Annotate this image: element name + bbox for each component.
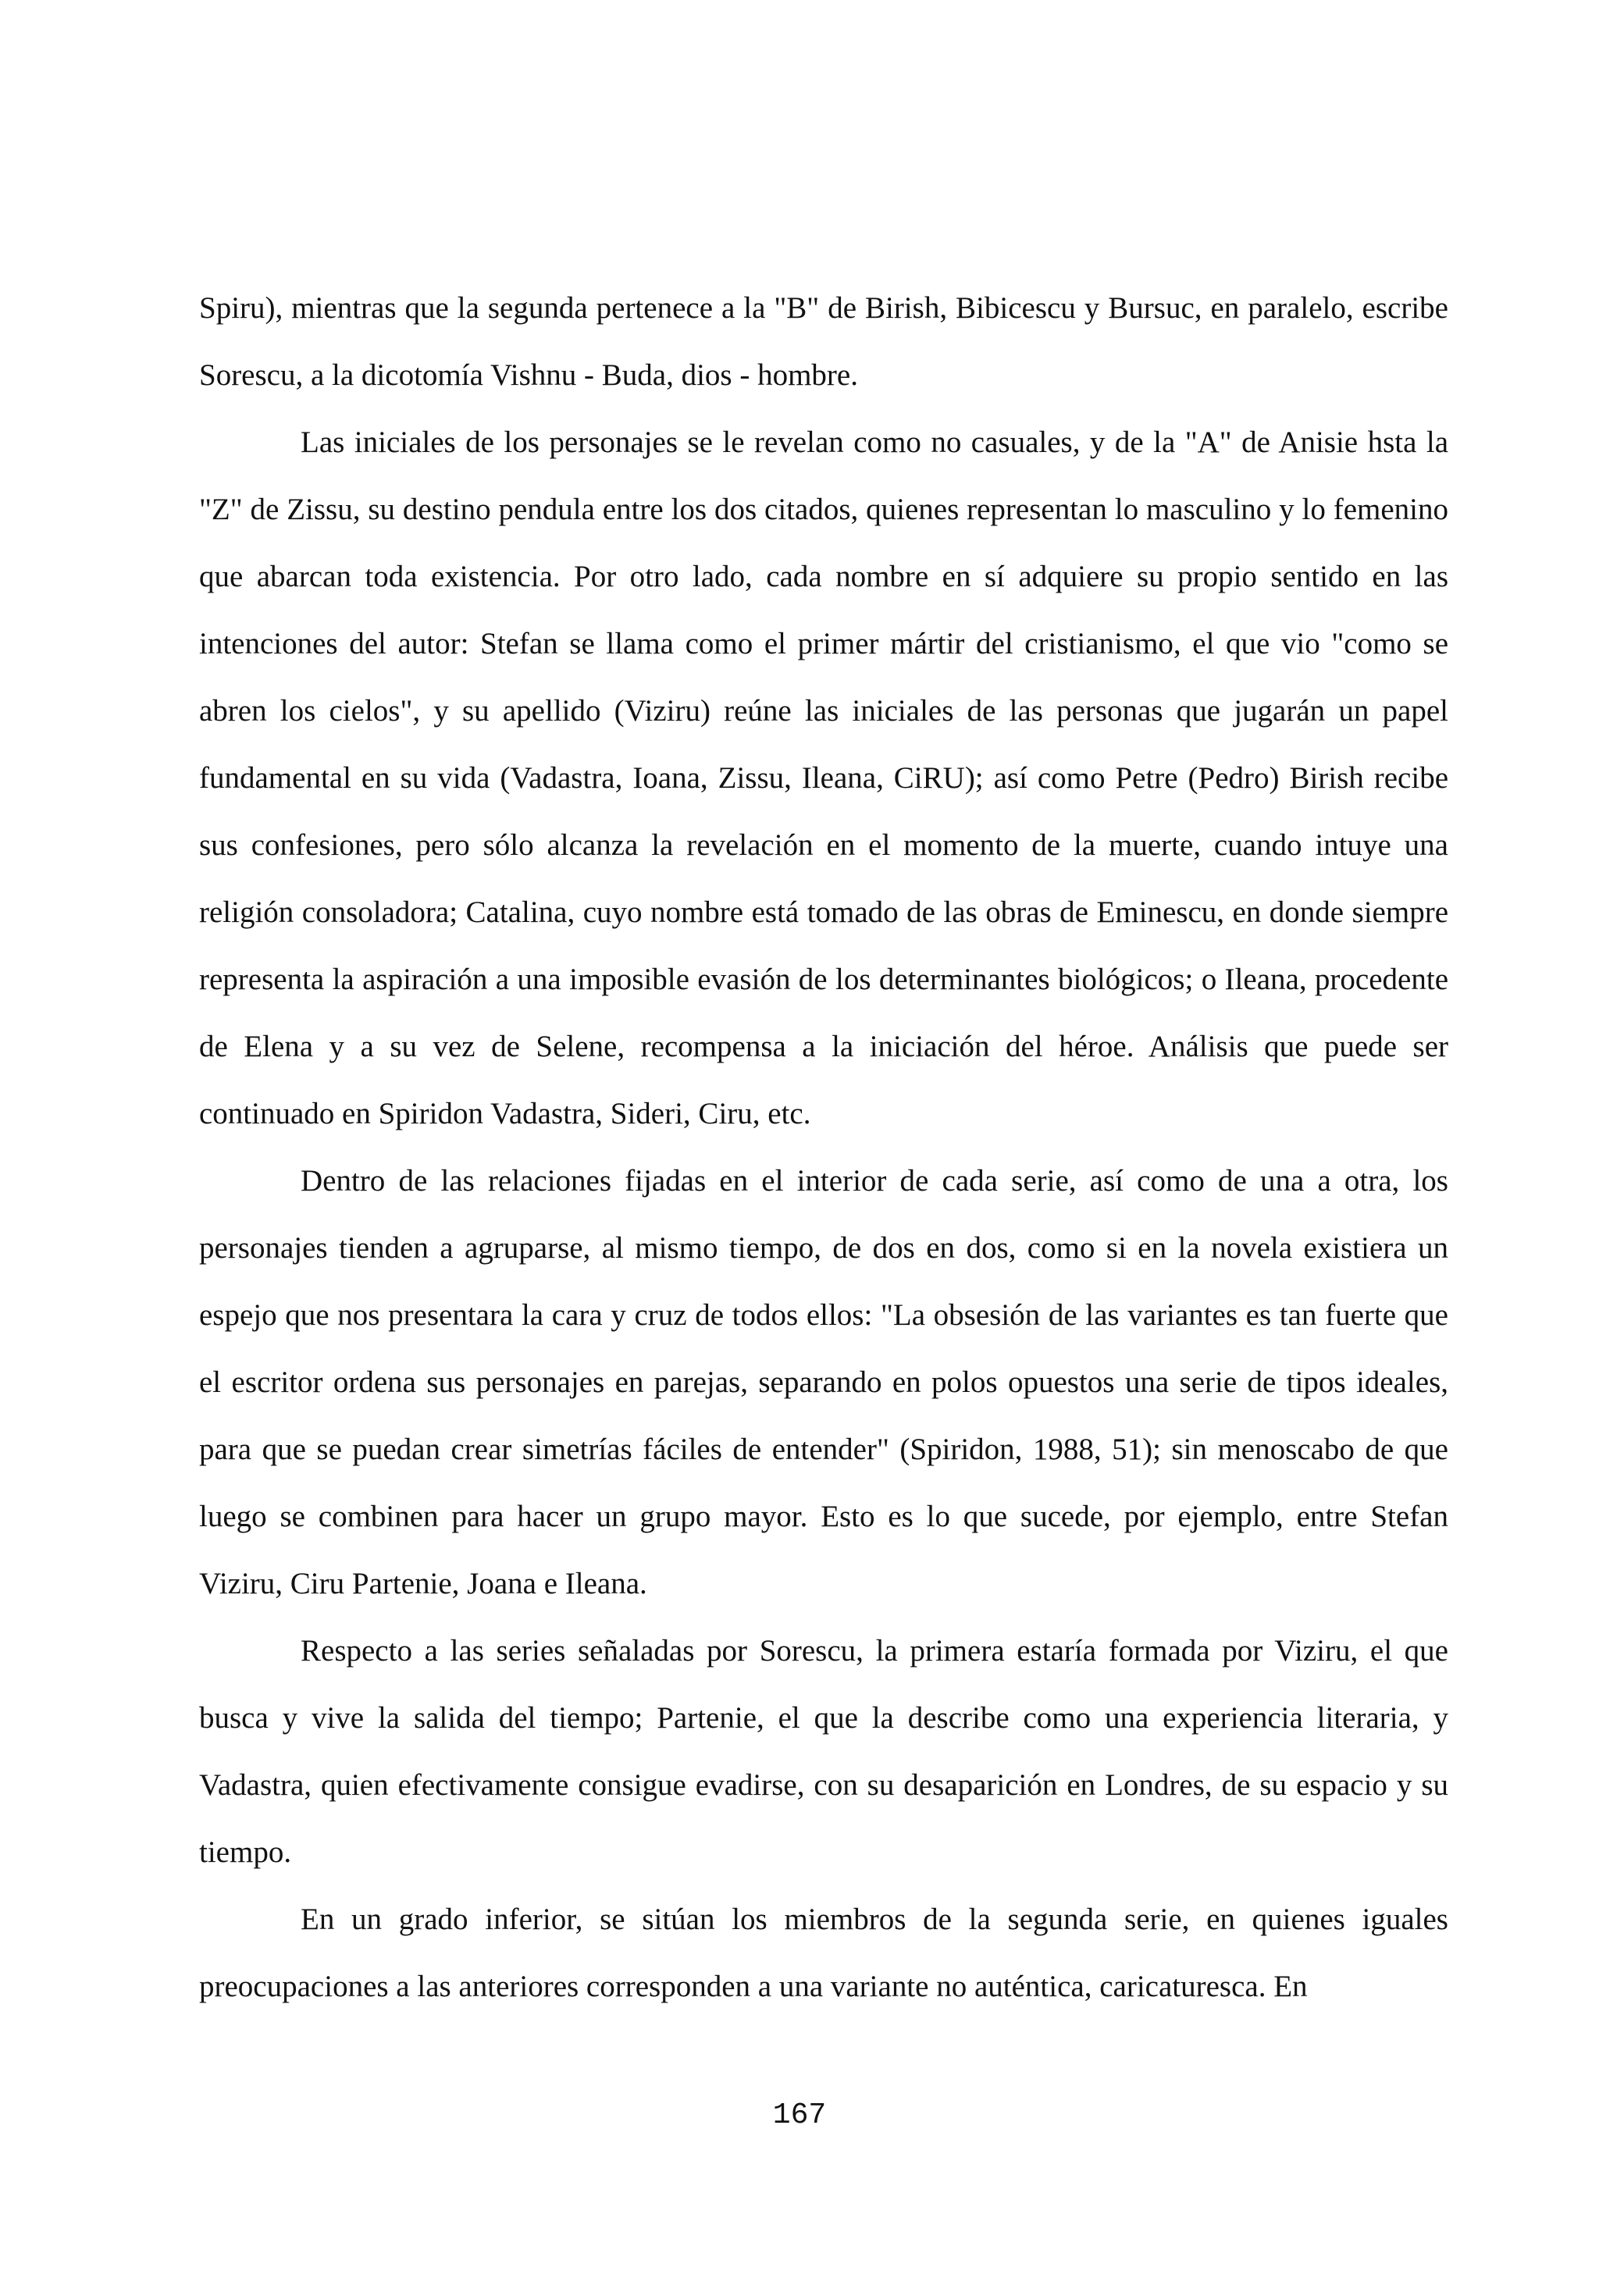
page-number: 167 xyxy=(772,2098,827,2132)
paragraph-4: Respecto a las series señaladas por Sorescu, la primera estaría formada por Viziru, el que busca y vive la salida del tiempo; Partenie, el que la describe como una experiencia literaria, y Vadastra, quien efectivamente consigue evadirse, con su desaparición en Londres, de su espacio y su tiempo. xyxy=(199,1634,1448,1869)
paragraph-3: Dentro de las relaciones fijadas en el interior de cada serie, así como de una a otra, los personajes tienden a agruparse, al mismo tiempo, de dos en dos, como si en la novela existiera un espejo que nos presentara la cara y cruz de todos ellos: "La obsesión de las variantes es tan fuerte que el escritor ordena sus personajes en parejas, separando en polos opuestos una serie de tipos ideales, para que se puedan crear simetrías fáciles de entender" (Spiridon, 1988, 51); sin menoscabo de que luego se combinen para hacer un grupo mayor. Esto es lo que sucede, por ejemplo, entre Stefan Viziru, Ciru Partenie, Joana e Ileana. xyxy=(199,1164,1448,1600)
page-body xyxy=(199,275,1448,2020)
paragraph-2: Las iniciales de los personajes se le revelan como no casuales, y de la "A" de Anisie hsta la "Z" de Zissu, su destino pendula entre los dos citados, quienes representan lo masculino y lo femenino que abarcan toda existencia. Por otro lado, cada nombre en sí adquiere su propio sentido en las intenciones del autor: Stefan se llama como el primer mártir del cristianismo, el que vio "como se abren los cielos", y su apellido (Viziru) reúne las iniciales de las personas que jugarán un papel fundamental en su vida (Vadastra, Ioana, Zissu, Ileana, CiRU); así como Petre (Pedro) Birish recibe sus confesiones, pero sólo alcanza la revelación en el momento de la muerte, cuando intuye una religión consoladora; Catalina, cuyo nombre está tomado de las obras de Eminescu, en donde siempre representa la aspiración a una imposible evasión de los determinantes biológicos; o Ileana, procedente de Elena y a su vez de Selene, recompensa a la iniciación del héroe. Análisis que puede ser continuado en Spiridon Vadastra, Sideri, Ciru, etc. xyxy=(199,425,1448,1130)
paragraph-1: Spiru), mientras que la segunda pertenece a la "B" de Birish, Bibicescu y Bursuc, en paralelo, escribe Sorescu, a la dicotomía Vishnu - Buda, dios - hombre. xyxy=(199,291,1448,392)
paragraph-5: En un grado inferior, se sitúan los miembros de la segunda serie, en quienes iguales preocupaciones a las anteriores corresponden a una variante no auténtica, caricaturesca. En xyxy=(199,1903,1448,2003)
